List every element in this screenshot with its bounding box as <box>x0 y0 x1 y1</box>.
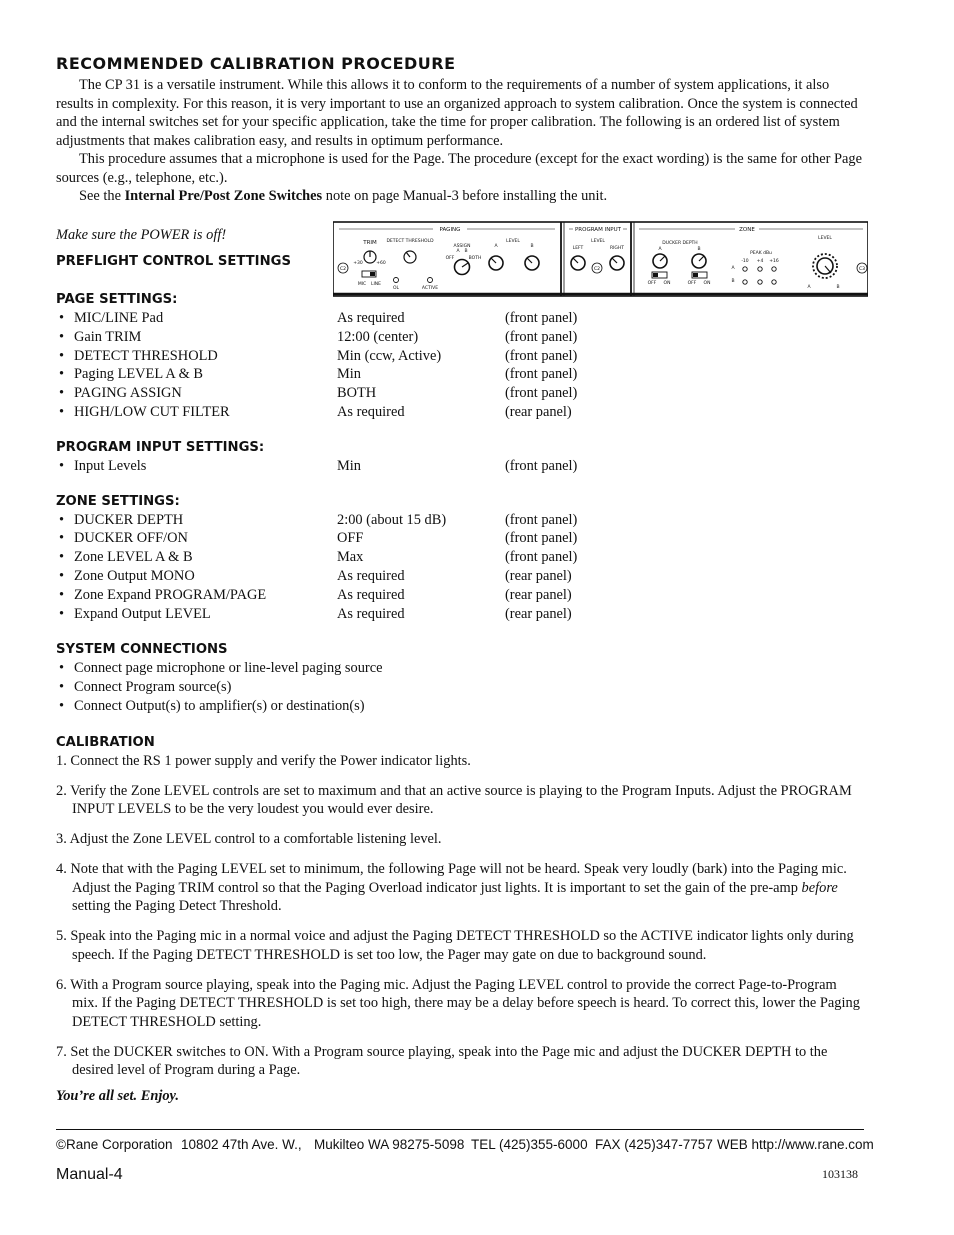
setting-value: Min <box>337 366 361 383</box>
step-emphasis: before <box>801 879 838 896</box>
setting-name: Zone LEVEL A & B <box>74 549 193 566</box>
settings-row <box>56 567 864 586</box>
bullet: • <box>59 530 65 547</box>
bullet: • <box>59 605 65 622</box>
label-plus30: +30 <box>353 261 363 266</box>
label-peak-row-a: A <box>731 266 735 271</box>
connection-item <box>56 678 864 697</box>
label-peak-plus4: +4 <box>756 259 764 264</box>
label-plus60: +60 <box>376 261 386 266</box>
setting-name: Input Levels <box>74 457 147 474</box>
setting-location: (front panel) <box>505 511 578 528</box>
peak-led-icon <box>772 280 776 284</box>
label-zone-b: B <box>836 285 840 290</box>
connection-text: Connect Program source(s) <box>74 679 232 696</box>
manual-page <box>56 52 864 1105</box>
label-peak-dbu: PEAK dBu <box>750 251 772 256</box>
bullet: • <box>59 347 65 364</box>
intro-text-3b: note on page Manual-3 before installing the unit. <box>322 188 608 204</box>
bullet: • <box>59 403 65 420</box>
label-ducker-b-off: OFF <box>687 281 697 286</box>
settings-row <box>56 586 864 605</box>
setting-name: MIC/LINE Pad <box>74 310 164 326</box>
zone-settings-list <box>56 511 864 624</box>
label-peak-minus10: -10 <box>741 259 749 264</box>
panel-group-program: PROGRAM INPUT <box>574 227 622 233</box>
label-ducker-b: B <box>697 247 701 252</box>
footer-address: 10802 47th Ave. W., <box>181 1137 302 1152</box>
label-program-left: LEFT <box>572 246 584 251</box>
bullet: • <box>59 697 65 714</box>
settings-row <box>56 384 864 403</box>
peak-led-icon <box>758 280 762 284</box>
label-peak-plus16: +16 <box>769 259 779 264</box>
setting-location: (rear panel) <box>505 567 572 584</box>
intro-paragraph-1 <box>56 76 864 150</box>
footer-web: WEB http://www.rane.com <box>717 1137 874 1152</box>
label-ducker-b-on: ON <box>703 281 711 286</box>
doc-number: 103138 <box>822 1167 858 1181</box>
setting-location: (front panel) <box>505 347 578 364</box>
label-assign-both: BOTH <box>468 256 482 261</box>
label-ducker-depth: DUCKER DEPTH <box>662 241 698 246</box>
setting-name: Zone Expand PROGRAM/PAGE <box>74 586 267 603</box>
bullet: • <box>59 660 65 677</box>
setting-location: (rear panel) <box>505 586 572 603</box>
bullet: • <box>59 549 65 566</box>
settings-row <box>56 548 864 567</box>
ol-led-icon <box>394 278 399 283</box>
setting-name: Expand Output LEVEL <box>74 605 211 622</box>
label-line: LINE <box>370 282 382 287</box>
setting-location: (front panel) <box>505 385 578 402</box>
system-connections-list <box>56 659 864 715</box>
zone-settings-heading: ZONE SETTINGS: <box>56 493 180 509</box>
peak-led-icon <box>772 267 776 271</box>
screw-label-2: C2 <box>593 267 601 272</box>
footer-fax: FAX (425)347-7757 <box>595 1137 713 1152</box>
settings-row <box>56 309 864 328</box>
setting-name: DUCKER DEPTH <box>74 511 184 528</box>
setting-location: (rear panel) <box>505 605 572 622</box>
setting-value: 12:00 (center) <box>337 328 419 345</box>
settings-row <box>56 605 864 624</box>
calibration-step: 7. Set the DUCKER switches to ON. With a Program source playing, speak into the Page mic and adjust the DUCKER DEPTH to the desired level of Program during a Page. <box>56 1043 828 1079</box>
label-level: LEVEL <box>506 239 520 244</box>
settings-row <box>56 403 864 422</box>
setting-value: As required <box>337 605 405 622</box>
intro-text-1: The CP 31 is a versatile instrument. While this allows it to conform to the requirements of a number of system applications, it also results in complexity. For this reason, it is very important to use an organized approach to system calibration. Once the system is connected and the internal switches set for your specific application, take the time for proper calibration. The following is an ordered list of system adjustments that makes calibration easy, and results in optimum performance. <box>56 77 858 149</box>
calibration-step: 5. Speak into the Paging mic in a normal voice and adjust the Paging DETECT THRESHOLD so the ACTIVE indicator lights only during speech. If the Paging DETECT THRESHOLD is set too low, the Pager may gate on due to background sound. <box>56 928 854 963</box>
bullet: • <box>59 511 65 528</box>
setting-name: DUCKER OFF/ON <box>74 530 188 547</box>
label-program-right: RIGHT <box>609 246 625 251</box>
setting-value: As required <box>337 310 405 326</box>
setting-location: (front panel) <box>505 328 578 345</box>
settings-row <box>56 457 864 476</box>
setting-location: (front panel) <box>505 549 578 566</box>
calibration-step: 1. Connect the RS 1 power supply and verify the Power indicator lights. <box>56 752 471 769</box>
bullet: • <box>59 328 65 345</box>
label-peak-row-b: B <box>731 279 735 284</box>
program-settings-list <box>56 457 864 476</box>
setting-value: OFF <box>337 530 364 547</box>
intro-text-3-bold: Internal Pre/Post Zone Switches <box>124 188 323 204</box>
calibration-steps <box>56 752 864 1080</box>
setting-location: (front panel) <box>505 457 578 474</box>
system-connections-heading: SYSTEM CONNECTIONS <box>56 642 228 658</box>
label-level-a: A <box>494 244 498 249</box>
footer-company: ©Rane Corporation <box>56 1137 173 1152</box>
setting-value: Min <box>337 457 361 474</box>
label-active: ACTIVE <box>421 286 439 291</box>
bullet: • <box>59 679 65 696</box>
setting-value: As required <box>337 403 405 420</box>
connection-text: Connect page microphone or line-level paging source <box>74 660 383 677</box>
connection-item <box>56 659 864 678</box>
bullet: • <box>59 310 65 326</box>
label-assign: ASSIGN <box>453 244 471 249</box>
label-program-level: LEVEL <box>591 239 605 244</box>
bullet: • <box>59 567 65 584</box>
setting-name: HIGH/LOW CUT FILTER <box>74 403 230 420</box>
connection-item <box>56 697 864 716</box>
bullet: • <box>59 385 65 402</box>
panel-group-zone: ZONE <box>739 227 755 233</box>
step-text: 4. Note that with the Paging LEVEL set to minimum, the following Page will not be heard. Speak very loudly (bark) into the Paging mic. Adjust the Paging TRIM control so that the Paging Overload indicator just lights. It is important to set the gain of the pre-amp <box>56 861 847 896</box>
intro-paragraph-3 <box>56 187 864 206</box>
settings-row <box>56 511 864 530</box>
page-settings-heading: PAGE SETTINGS: <box>56 292 178 307</box>
program-settings-heading: PROGRAM INPUT SETTINGS: <box>56 439 265 455</box>
label-ol: OL <box>392 286 400 291</box>
label-trim: TRIM <box>363 240 377 246</box>
footer-tel: TEL (425)355-6000 <box>471 1137 588 1152</box>
intro-text-2: This procedure assumes that a microphone is used for the Page. The procedure (except for the exact wording) is the same for other Page sources (e.g., telephone, etc.). <box>56 151 862 186</box>
screw-label-3: C3 <box>858 267 866 272</box>
bullet: • <box>59 457 65 474</box>
setting-value: Max <box>337 549 364 566</box>
peak-led-icon <box>758 267 762 271</box>
bullet: • <box>59 366 65 383</box>
setting-value: As required <box>337 586 405 603</box>
calibration-heading: CALIBRATION <box>56 734 155 750</box>
setting-value: Min (ccw, Active) <box>337 347 442 364</box>
preflight-heading: PREFLIGHT CONTROL SETTINGS <box>56 254 291 269</box>
label-zone-a: A <box>807 285 811 290</box>
setting-name: PAGING ASSIGN <box>74 385 182 402</box>
front-panel-diagram <box>333 220 868 298</box>
closing-note: You’re all set. Enjoy. <box>56 1087 179 1104</box>
calibration-step: 6. With a Program source playing, speak into the Paging mic. Adjust the Paging LEVEL control to provide the correct Page-to-Program mix. If the Paging DETECT THRESHOLD is set too high, there may be a delay before speech is heard. To correct this, lower the Paging DETECT THRESHOLD setting. <box>56 976 860 1030</box>
setting-location: (front panel) <box>505 366 578 383</box>
label-assign-b: B <box>464 249 468 254</box>
label-assign-off: OFF <box>445 256 455 261</box>
setting-location: (rear panel) <box>505 403 572 420</box>
label-ducker-a: A <box>658 247 662 252</box>
page-title: RECOMMENDED CALIBRATION PROCEDURE <box>56 54 456 73</box>
setting-name: Zone Output MONO <box>74 567 195 584</box>
settings-row <box>56 328 864 347</box>
label-detect-threshold: DETECT THRESHOLD <box>386 239 434 244</box>
label-assign-a: A <box>456 249 460 254</box>
active-led-icon <box>428 278 433 283</box>
setting-location: (front panel) <box>505 310 578 326</box>
settings-row <box>56 347 864 366</box>
calibration-step: 3. Adjust the Zone LEVEL control to a comfortable listening level. <box>56 831 442 848</box>
peak-led-icon <box>743 267 747 271</box>
connection-text: Connect Output(s) to amplifier(s) or destination(s) <box>74 697 365 714</box>
label-ducker-a-on: ON <box>663 281 671 286</box>
setting-name: DETECT THRESHOLD <box>74 347 218 364</box>
label-zone-level: LEVEL <box>818 236 832 241</box>
settings-row <box>56 365 864 384</box>
footer-city: Mukilteo WA 98275-5098 <box>314 1137 465 1152</box>
panel-group-paging: PAGING <box>439 227 461 233</box>
setting-name: Paging LEVEL A & B <box>74 366 203 383</box>
page-number: Manual-4 <box>56 1166 123 1183</box>
page-settings-list <box>56 309 864 422</box>
setting-value: BOTH <box>337 385 377 402</box>
calibration-step <box>56 860 864 916</box>
calibration-step: 2. Verify the Zone LEVEL controls are set to maximum and that an active source is playing to the Program Inputs. Adjust the PROGRAM INPUT LEVELS to be the very loudest you would ever desire. <box>56 782 852 818</box>
power-note: Make sure the POWER is off! <box>56 226 227 243</box>
setting-value: As required <box>337 567 405 584</box>
label-ducker-a-off: OFF <box>647 281 657 286</box>
footer-rule <box>56 1129 864 1130</box>
intro-text-3a: See the <box>79 188 125 204</box>
settings-row <box>56 529 864 548</box>
label-level-b: B <box>530 244 534 249</box>
bullet: • <box>59 586 65 603</box>
intro-paragraph-2 <box>56 150 864 187</box>
step-text: setting the Paging Detect Threshold. <box>72 898 282 915</box>
setting-location: (front panel) <box>505 530 578 547</box>
setting-name: Gain TRIM <box>74 328 142 345</box>
setting-value: 2:00 (about 15 dB) <box>337 511 447 528</box>
screw-label-1: C2 <box>339 267 347 272</box>
label-mic: MIC <box>357 282 367 287</box>
peak-led-icon <box>743 280 747 284</box>
